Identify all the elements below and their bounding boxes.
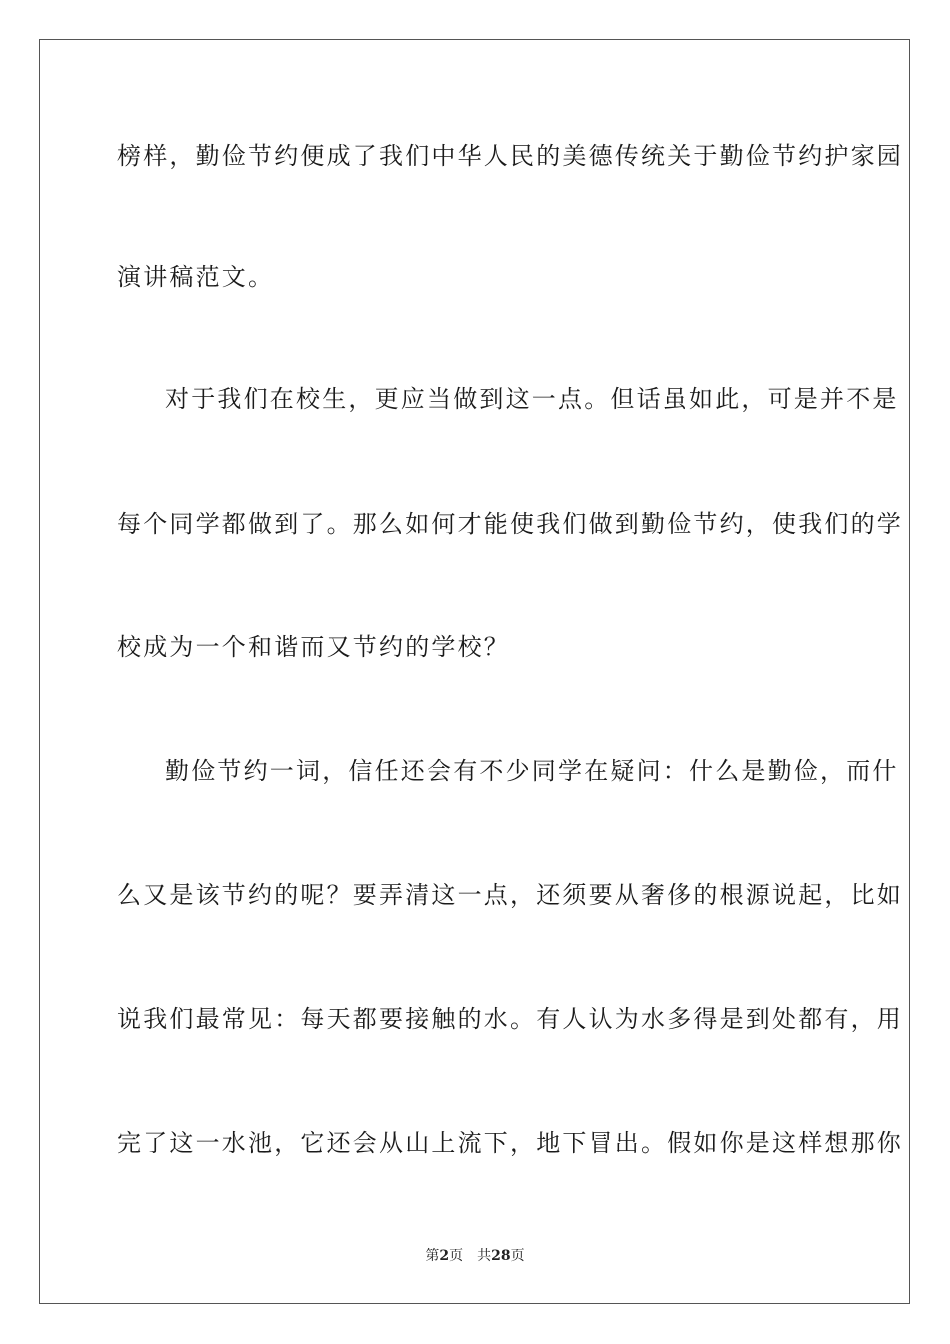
paragraph-first-line: 对于我们在校生，更应当做到这一点。但话虽如此，可是并不是: [165, 385, 899, 413]
page-footer: [0, 1247, 950, 1265]
text-line: 榜样，勤俭节约便成了我们中华人民的美德传统关于勤俭节约护家园: [117, 142, 903, 170]
text-line: 说我们最常见：每天都要接触的水。有人认为水多得是到处都有，用: [117, 1005, 903, 1033]
paragraph-first-line: 勤俭节约一词，信任还会有不少同学在疑问：什么是勤俭，而什: [165, 757, 899, 785]
text-line: 每个同学都做到了。那么如何才能使我们做到勤俭节约，使我们的学: [117, 510, 903, 538]
page-number: 2: [439, 1248, 450, 1264]
total-label-suffix: 页: [510, 1248, 525, 1264]
total-pages: 28: [491, 1248, 511, 1264]
page-label-suffix: 页: [449, 1248, 464, 1264]
page-border: [39, 39, 910, 1304]
text-line: 完了这一水池，它还会从山上流下，地下冒出。假如你是这样想那你: [117, 1129, 903, 1157]
page-label-prefix: 第: [425, 1248, 440, 1264]
text-line: 校成为一个和谐而又节约的学校？: [117, 633, 510, 661]
total-label-prefix: 共: [477, 1248, 492, 1264]
text-line: 么又是该节约的呢？要弄清这一点，还须要从奢侈的根源说起，比如: [117, 881, 903, 909]
text-line: 演讲稿范文。: [117, 263, 275, 291]
